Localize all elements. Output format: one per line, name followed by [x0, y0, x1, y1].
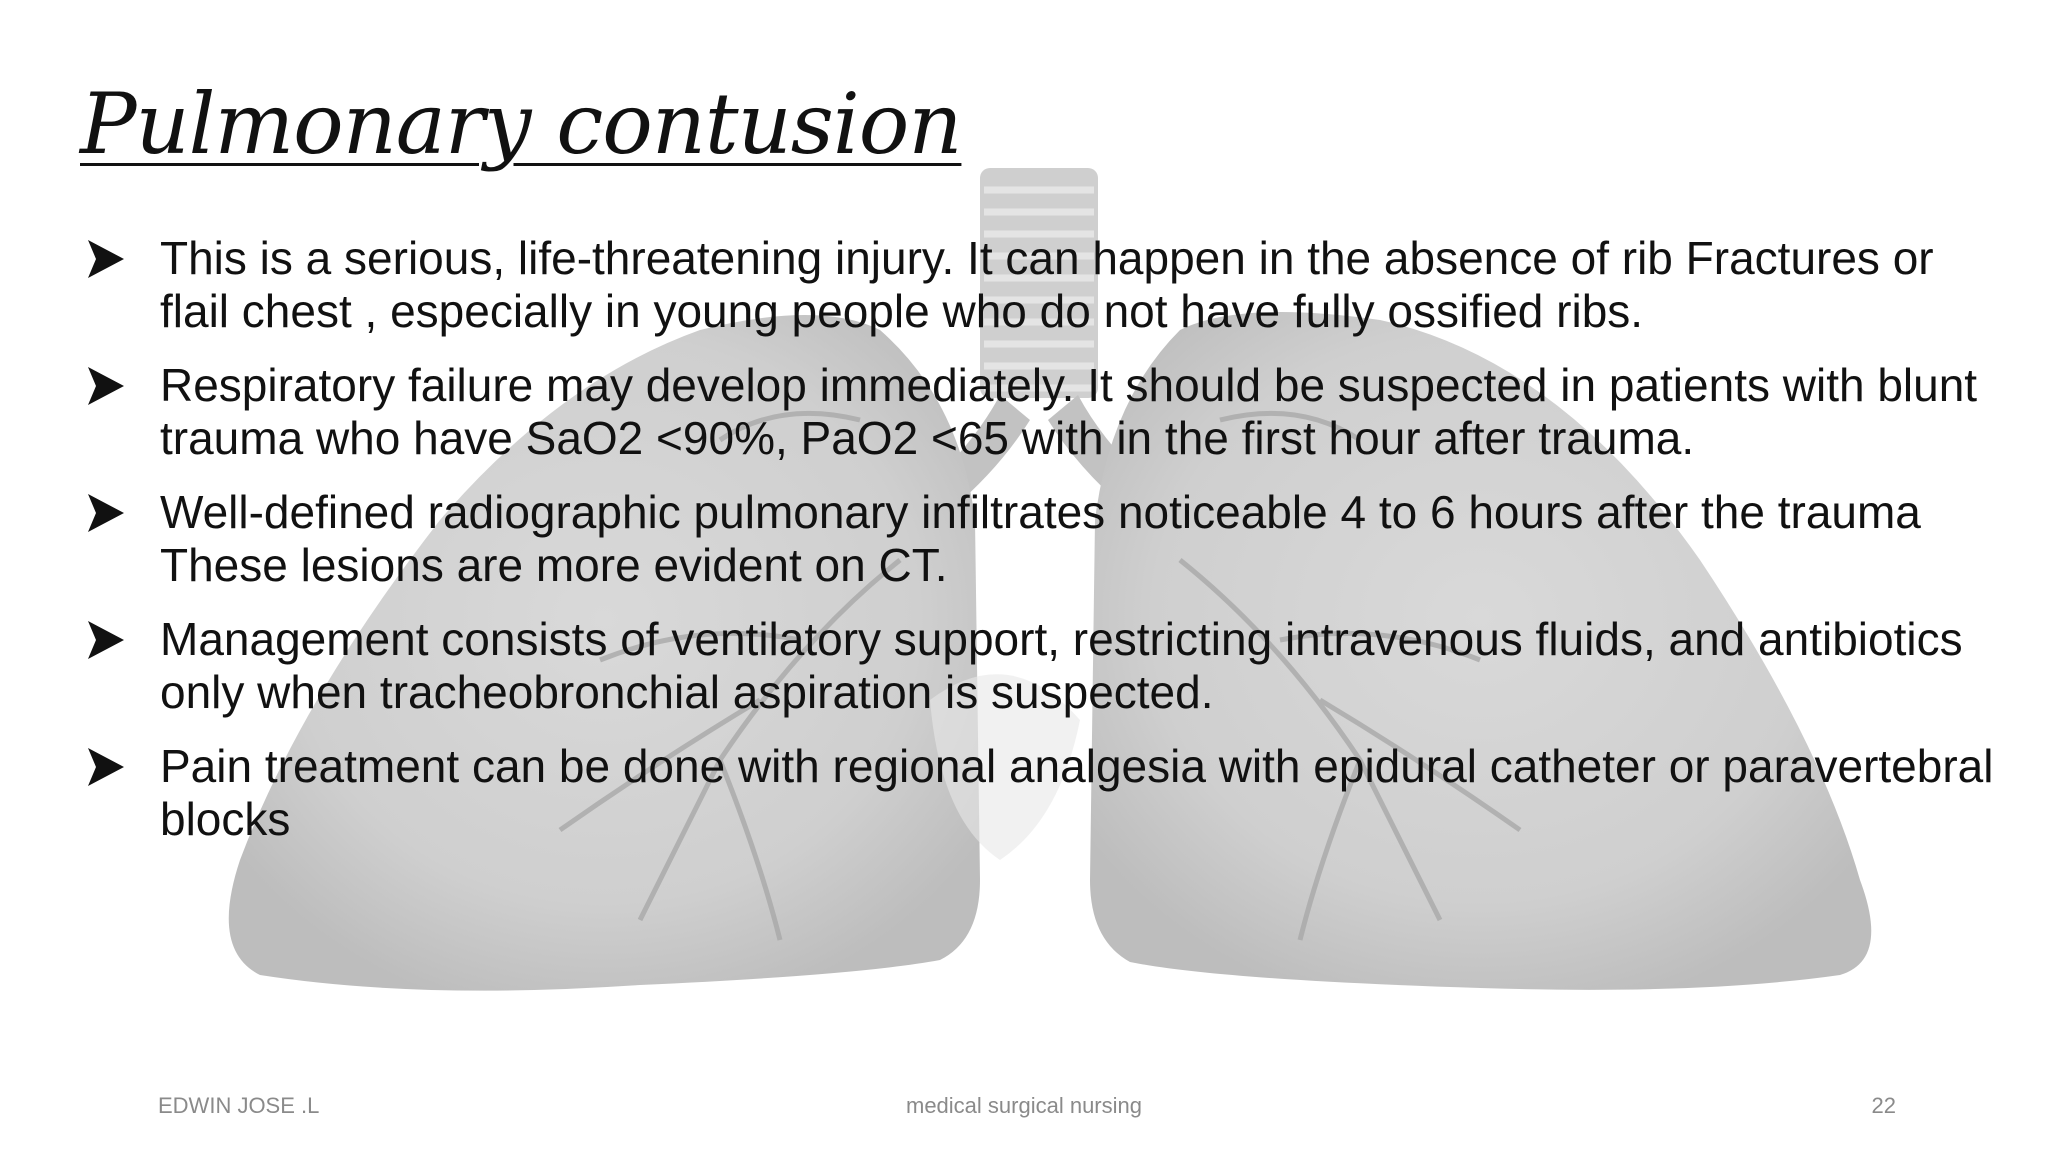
bullet-text: Well-defined radiographic pulmonary infiltrates noticeable 4 to 6 hours after the trauma These lesions are more evident on CT. [160, 486, 1921, 591]
bullet-text: Management consists of ventilatory support, restricting intravenous fluids, and antibiotics only when tracheobronchial aspiration is suspected. [160, 613, 1963, 718]
bullet-item [84, 486, 1994, 592]
slide-title: Pulmonary contusion [80, 75, 962, 173]
footer-subject: medical surgical nursing [906, 1093, 1142, 1118]
page-number: 22 [1871, 1093, 1896, 1118]
bullet-text: This is a serious, life-threatening injury. It can happen in the absence of rib Fractures or flail chest , especially in young people who do not have fully ossified ribs. [160, 232, 1934, 337]
bullet-item [84, 740, 1994, 846]
arrowhead-bullet-icon [84, 486, 136, 539]
bullet-list [84, 232, 1994, 867]
arrowhead-bullet-icon [84, 232, 136, 285]
footer-author: EDWIN JOSE .L [158, 1093, 320, 1118]
arrowhead-bullet-icon [84, 359, 136, 412]
bullet-item [84, 613, 1994, 719]
bullet-item [84, 232, 1994, 338]
arrowhead-bullet-icon [84, 613, 136, 666]
bullet-text: Respiratory failure may develop immediately. It should be suspected in patients with blunt trauma who have SaO2 <90%, PaO2 <65 with in the first hour after trauma. [160, 359, 1978, 464]
bullet-text: Pain treatment can be done with regional analgesia with epidural catheter or paravertebral blocks [160, 740, 1994, 845]
bullet-item [84, 359, 1994, 465]
arrowhead-bullet-icon [84, 740, 136, 793]
